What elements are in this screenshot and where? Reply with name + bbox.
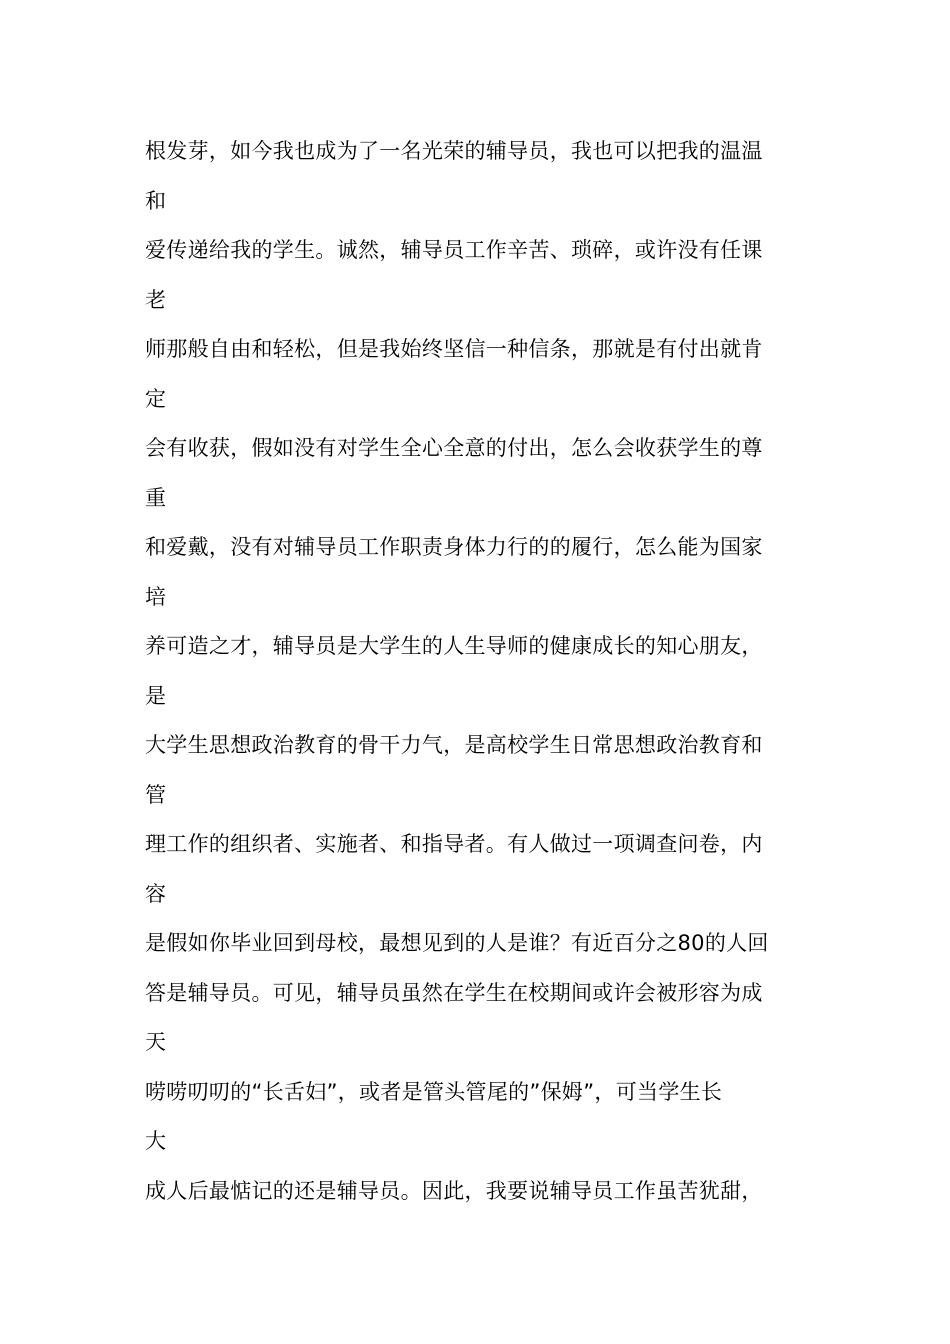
text-line: 唠唠叨叨的“长舌妇”，或者是管头管尾的”保姆”，可当学生长: [145, 1079, 723, 1104]
body-text: [145, 127, 825, 1216]
text-line: 成人后最惦记的还是辅导员。因此，我要说辅导员工作虽苦犹甜，: [145, 1178, 763, 1203]
text-line: 是假如你毕业回到母校，最想见到的人是谁？有近百分之80的人回: [145, 931, 769, 955]
text-line: 师那般自由和轻松，但是我始终坚信一种信条，那就是有付出就肯: [145, 337, 763, 361]
text-line: 定: [145, 386, 167, 411]
text-line: 理工作的组织者、实施者、和指导者。有人做过一项调查问卷，内: [145, 832, 763, 856]
text-line: 答是辅导员。可见，辅导员虽然在学生在校期间或许会被形容为成: [145, 980, 763, 1005]
text-line: 大学生思想政治教育的骨干力气，是高校学生日常思想政治教育和: [145, 733, 763, 757]
text-line: 培: [145, 584, 167, 609]
text-line: 重: [145, 485, 167, 510]
text-line: 容: [145, 881, 167, 906]
text-line: 根发芽，如今我也成为了一名光荣的辅导员，我也可以把我的温温: [145, 139, 763, 163]
text-line: 管: [145, 782, 167, 807]
text-line: 会有收获，假如没有对学生全心全意的付出，怎么会收获学生的尊: [145, 436, 763, 460]
text-line: 是: [145, 683, 167, 708]
text-line: 天: [145, 1030, 167, 1054]
text-line: 大: [145, 1129, 167, 1153]
text-line: 和爱戴，没有对辅导员工作职责身体力行的的履行，怎么能为国家: [145, 535, 763, 559]
text-line: 爱传递给我的学生。诚然，辅导员工作辛苦、琐碎，或许没有任课: [145, 238, 763, 262]
text-line: 养可造之才，辅导员是大学生的人生导师的健康成长的知心朋友，: [145, 634, 763, 658]
text-line: 老: [145, 287, 167, 312]
text-line: 和: [145, 188, 167, 213]
